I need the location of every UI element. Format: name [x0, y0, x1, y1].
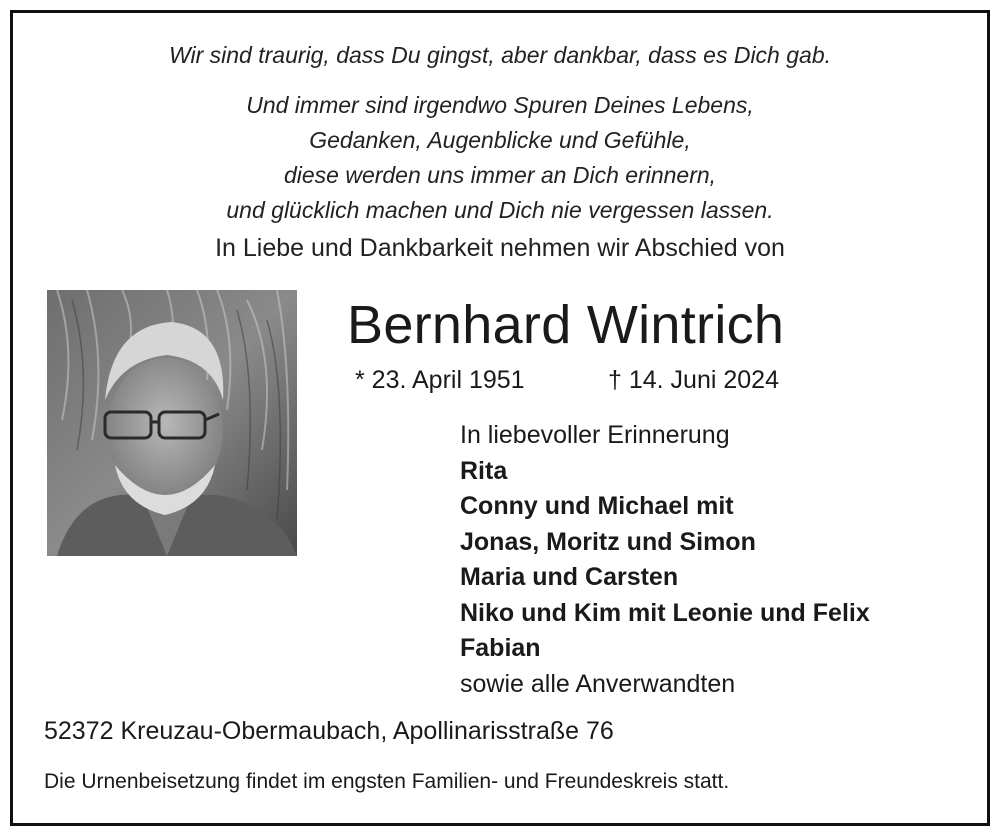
mourners-intro: In liebevoller Erinnerung	[460, 421, 730, 449]
death-date: † 14. Juni 2024	[608, 366, 779, 394]
verse-line: Gedanken, Augenblicke und Gefühle,	[309, 127, 691, 153]
verse-line: diese werden uns immer an Dich erinnern,	[283, 162, 717, 188]
mourner-name: Jonas, Moritz und Simon	[460, 527, 756, 556]
mourners-closing: sowie alle Anverwandten	[460, 669, 736, 698]
mourner-name: Niko und Kim mit Leonie und Felix	[460, 598, 870, 627]
farewell-line: In Liebe und Dankbarkeit nehmen wir Abschied von	[215, 234, 785, 262]
verse-block	[0, 88, 1000, 228]
mourner-name: Fabian	[460, 634, 541, 662]
mourner-name: Maria und Carsten	[460, 563, 679, 591]
mourners-block	[460, 418, 870, 702]
deceased-name: Bernhard Wintrich	[347, 295, 785, 355]
portrait-photo	[47, 290, 297, 556]
mourner-name: Conny und Michael mit	[460, 492, 734, 520]
burial-notice: Die Urnenbeisetzung findet im engsten Familien- und Freundeskreis statt.	[44, 770, 730, 793]
birth-date: * 23. April 1951	[355, 366, 525, 394]
verse-line: Und immer sind irgendwo Spuren Deines Lebens,	[246, 92, 754, 118]
family-address: 52372 Kreuzau-Obermaubach, Apollinarisstraße 76	[44, 717, 614, 745]
opening-quote: Wir sind traurig, dass Du gingst, aber dankbar, dass es Dich gab.	[168, 42, 831, 68]
verse-line: und glücklich machen und Dich nie vergessen lassen.	[226, 197, 774, 223]
mourner-name: Rita	[460, 456, 508, 485]
